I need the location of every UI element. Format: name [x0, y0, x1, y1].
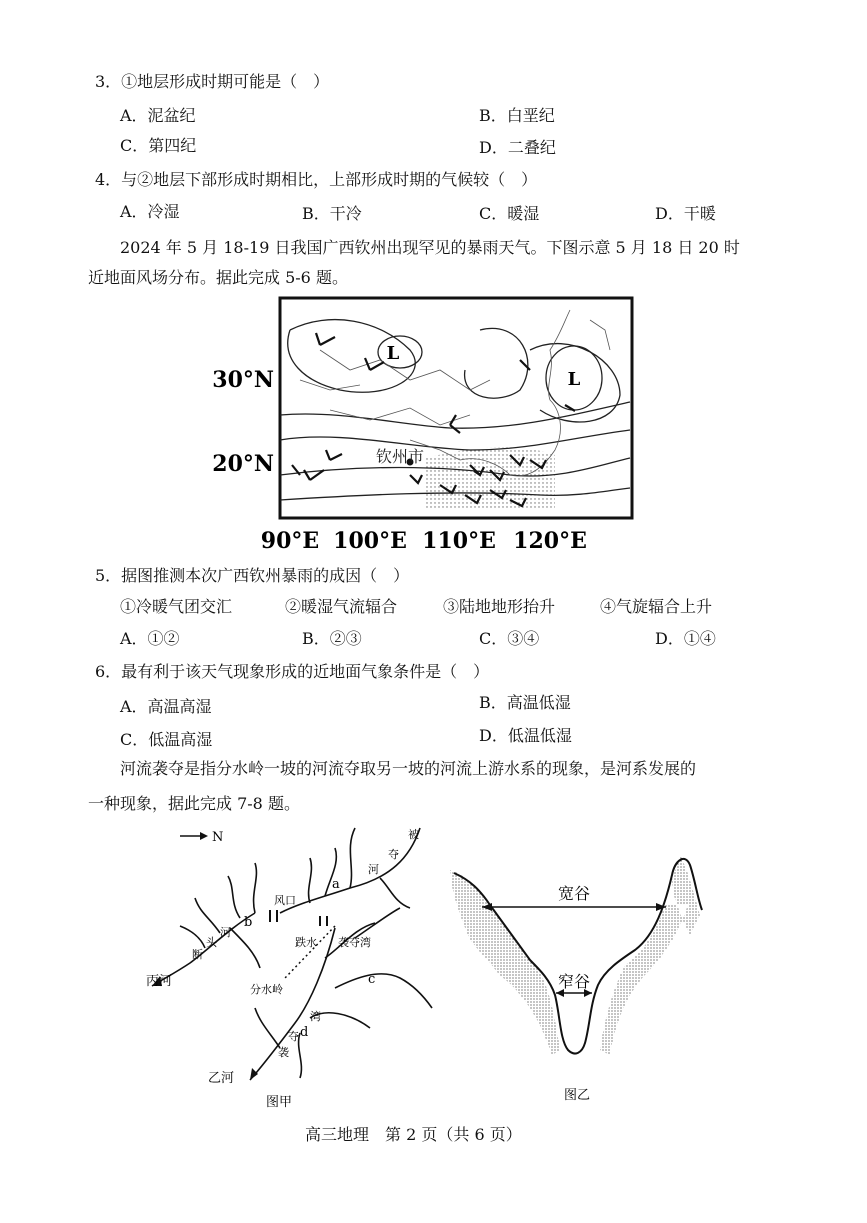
river-capture-figure	[140, 818, 450, 1118]
q6-option-d: D．低温低湿	[479, 726, 572, 745]
low-pressure-west: L	[386, 343, 400, 364]
label-capture-elbow: 袭夺湾	[338, 936, 371, 949]
label-wan: 湾	[310, 1010, 321, 1023]
figure-yi-caption: 图乙	[563, 1088, 591, 1103]
label-waterfall: 跌水	[295, 936, 317, 949]
low-pressure-east: L	[567, 369, 581, 390]
figure-jia-caption: 图甲	[266, 1095, 293, 1110]
wide-valley-label: 宽谷	[557, 884, 591, 903]
valley-right-bank	[600, 855, 700, 1055]
q6-stem: 6．最有利于该天气现象形成的近地面气象条件是（ ）	[95, 662, 490, 681]
q5-option-a: A．①②	[120, 629, 180, 648]
q5-option-d: D．①④	[655, 629, 716, 648]
valley-left-bank	[450, 870, 560, 1055]
label-yi-river: 乙河	[208, 1071, 235, 1086]
label-he-left: 河	[220, 926, 231, 939]
q6-option-a: A．高温高湿	[120, 697, 212, 716]
narrow-valley-label: 窄谷	[557, 972, 591, 991]
q3-option-d: D．二叠纪	[479, 138, 556, 157]
q4-option-b: B．干冷	[302, 204, 362, 223]
lat-label-20n: 20°N	[212, 451, 274, 477]
lon-label-120e: 120°E	[513, 528, 587, 554]
north-label: N	[212, 830, 224, 845]
label-d: d	[300, 1025, 309, 1040]
q5-factor-1: ①冷暖气团交汇	[120, 597, 233, 616]
label-duo-lower: 夺	[288, 1030, 299, 1043]
label-tou: 头	[206, 936, 217, 949]
page-footer: 高三地理 第 2 页（共 6 页）	[305, 1125, 522, 1144]
label-bing-river: 丙河	[146, 974, 173, 989]
q5-option-c: C．③④	[479, 629, 540, 648]
q4-option-c: C．暖湿	[479, 204, 540, 223]
label-duan: 断	[192, 948, 203, 961]
lon-label-110e: 110°E	[422, 528, 496, 554]
q5-stem: 5．据图推测本次广西钦州暴雨的成因（ ）	[95, 566, 410, 585]
label-b: b	[244, 915, 253, 930]
q4-stem: 4．与②地层下部形成时期相比，上部形成时期的气候较（ ）	[95, 170, 538, 189]
intro-7-8-line2: 一种现象，据此完成 7-8 题。	[88, 794, 300, 813]
q3-option-a: A．泥盆纪	[120, 106, 196, 125]
q6-option-b: B．高温低湿	[479, 693, 571, 712]
label-he-upper: 河	[368, 863, 379, 876]
q5-factor-2: ②暖湿气流辐合	[285, 597, 398, 616]
q5-factor-3: ③陆地地形抬升	[443, 597, 556, 616]
q4-option-a: A．冷湿	[120, 202, 180, 221]
q4-option-d: D．干暖	[655, 204, 716, 223]
intro-7-8-line1: 河流袭夺是指分水岭一坡的河流夺取另一坡的河流上游水系的现象，是河系发展的	[120, 759, 697, 778]
rainfall-shading	[425, 447, 555, 510]
label-bei: 被	[408, 828, 419, 841]
q5-option-b: B．②③	[302, 629, 362, 648]
valley-section-figure	[440, 845, 710, 1110]
label-c: c	[368, 972, 376, 987]
lon-label-100e: 100°E	[333, 528, 407, 554]
intro-5-6-line1: 2024 年 5 月 18-19 日我国广西钦州出现罕见的暴雨天气。下图示意 5 月 18 日 20 时	[120, 238, 740, 257]
qinzhou-city-label: 钦州市	[376, 447, 425, 466]
q3-option-c: C．第四纪	[120, 136, 197, 155]
q3-option-b: B．白垩纪	[479, 106, 555, 125]
q3-stem: 3．①地层形成时期可能是（ ）	[95, 72, 330, 91]
wind-field-map	[210, 290, 650, 560]
label-a: a	[332, 877, 340, 892]
label-watershed: 分水岭	[250, 983, 283, 996]
lat-label-30n: 30°N	[212, 367, 274, 393]
label-xi: 袭	[278, 1046, 289, 1059]
q6-option-c: C．低温高湿	[120, 730, 213, 749]
lon-label-90e: 90°E	[260, 528, 320, 554]
intro-5-6-line2: 近地面风场分布。据此完成 5-6 题。	[88, 268, 348, 287]
label-duo: 夺	[388, 848, 399, 861]
q5-factor-4: ④气旋辐合上升	[600, 597, 713, 616]
label-wind-gap: 风口	[274, 894, 296, 907]
